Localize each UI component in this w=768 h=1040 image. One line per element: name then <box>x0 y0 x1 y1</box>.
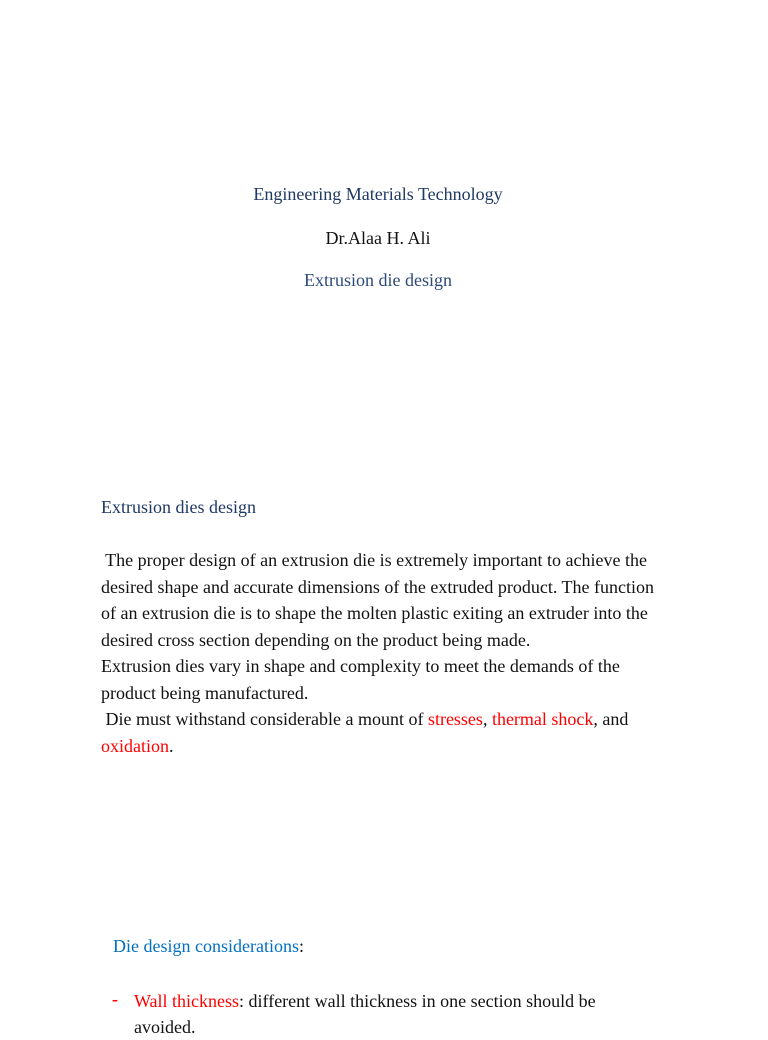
body-line: desired shape and accurate dimensions of the extruded product. The function <box>101 576 654 597</box>
author-name: Dr.Alaa H. Ali <box>325 228 431 248</box>
considerations-colon: : <box>298 936 304 956</box>
body-text-segment: . <box>169 735 174 756</box>
section-heading: Extrusion dies design <box>101 497 256 517</box>
body-text-segment: , <box>482 709 492 729</box>
body-line <box>101 733 711 760</box>
body-line <box>101 706 711 733</box>
body-text-segment: Die must withstand considerable a mount of <box>101 709 428 729</box>
term-description-continued: avoided. <box>134 1017 196 1037</box>
term-description: : different wall thickness in one section should be <box>239 991 596 1011</box>
dash-bullet-icon: - <box>112 989 118 1009</box>
considerations-heading-text: Die design considerations <box>113 936 299 956</box>
keyword-oxidation: oxidation <box>101 735 169 756</box>
body-paragraph <box>101 547 711 759</box>
considerations-heading <box>113 935 304 957</box>
keyword-thermal-shock: thermal shock <box>491 709 594 729</box>
lecture-title: Extrusion die design <box>304 270 452 290</box>
keyword-stresses: stresses <box>427 709 483 729</box>
body-line: The proper design of an extrusion die is extremely important to achieve the <box>101 550 648 570</box>
course-title: Engineering Materials Technology <box>253 184 503 204</box>
body-line: of an extrusion die is to shape the molten plastic exiting an extruder into the <box>101 603 648 623</box>
list-item-text <box>134 988 654 1040</box>
body-line: desired cross section depending on the product being made. <box>101 629 531 650</box>
body-line: Extrusion dies vary in shape and complexity to meet the demands of the <box>101 656 620 676</box>
term-wall-thickness: Wall thickness <box>134 991 240 1011</box>
body-text-segment: , and <box>593 709 629 729</box>
body-line: product being manufactured. <box>101 682 309 703</box>
